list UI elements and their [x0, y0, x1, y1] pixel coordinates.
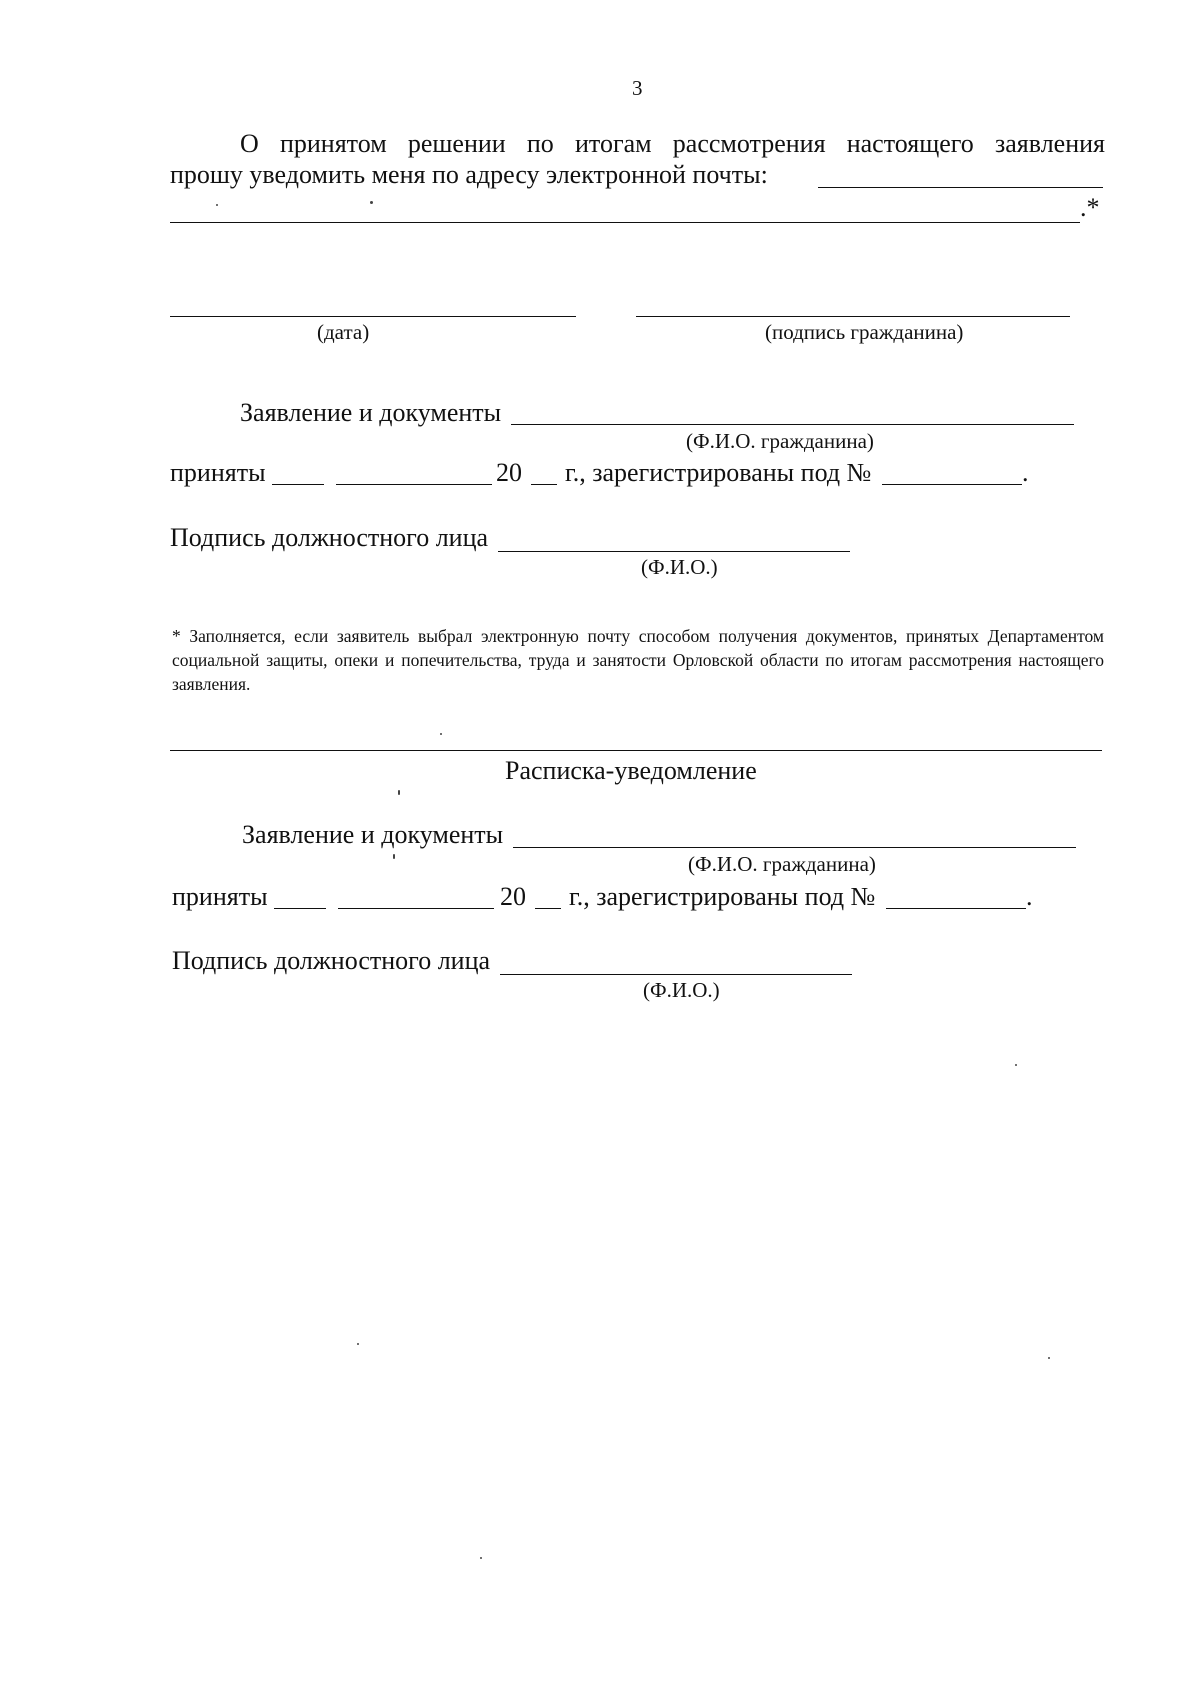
receipt-acceptance-label: Заявление и документы: [242, 820, 504, 849]
receipt-official-fio-caption: (Ф.И.О.): [643, 978, 720, 1002]
scan-speck: [370, 201, 373, 204]
receipt-year-prefix: 20: [500, 882, 526, 911]
receipt-citizen-fio-line[interactable]: [513, 847, 1076, 848]
receipt-title: Расписка-уведомление: [505, 756, 757, 785]
accepted-day-line[interactable]: [272, 484, 324, 485]
registered-label: г., зарегистрированы под №: [565, 458, 872, 487]
citizen-fio-caption: (Ф.И.О. гражданина): [686, 429, 874, 453]
accepted-month-line[interactable]: [336, 484, 492, 485]
scan-speck: [1048, 1357, 1050, 1359]
intro-line-2: прошу уведомить меня по адресу электронной почты:: [170, 160, 768, 189]
date-field-line[interactable]: [170, 316, 576, 317]
official-signature-label: Подпись должностного лица: [170, 523, 489, 552]
registration-number-line[interactable]: [882, 484, 1022, 485]
cut-line-separator: [170, 750, 1102, 751]
receipt-citizen-fio-caption: (Ф.И.О. гражданина): [688, 852, 876, 876]
receipt-year-suffix-line[interactable]: [535, 908, 561, 909]
receipt-accepted-label: приняты: [172, 882, 268, 911]
official-fio-caption: (Ф.И.О.): [641, 555, 718, 579]
scan-speck: [1015, 1064, 1017, 1066]
receipt-end-dot: .: [1026, 882, 1033, 911]
receipt-registered-label: г., зарегистрированы под №: [569, 882, 876, 911]
scan-speck: [398, 790, 400, 795]
scan-speck: [440, 733, 442, 735]
page-number: 3: [632, 76, 643, 100]
receipt-accepted-day-line[interactable]: [274, 908, 326, 909]
scan-speck: [357, 1343, 359, 1345]
receipt-registration-number-line[interactable]: [886, 908, 1026, 909]
receipt-accepted-month-line[interactable]: [338, 908, 494, 909]
email-field-line-2[interactable]: [170, 222, 1080, 223]
citizen-signature-caption: (подпись гражданина): [765, 320, 964, 344]
year-prefix: 20: [496, 458, 522, 487]
accepted-label: приняты: [170, 458, 266, 487]
footnote: * Заполняется, если заявитель выбрал электронную почту способом получения документов, принятых Департаментом социальной защиты, опеки и попечительства, труда и занятости Орловской области по итогам рассмотрения настоящего заявления.: [172, 626, 1104, 694]
date-caption: (дата): [317, 320, 370, 344]
citizen-fio-line[interactable]: [511, 424, 1074, 425]
scan-speck: [216, 204, 218, 206]
scan-speck: [480, 1557, 482, 1559]
year-suffix-line[interactable]: [531, 484, 557, 485]
email-end-mark: .*: [1080, 193, 1100, 222]
intro-line-1: О принятом решении по итогам рассмотрения настоящего заявления: [240, 129, 1105, 158]
official-signature-line[interactable]: [498, 551, 850, 552]
citizen-signature-line[interactable]: [636, 316, 1070, 317]
acceptance-label: Заявление и документы: [240, 398, 502, 427]
end-dot: .: [1022, 458, 1029, 487]
receipt-official-signature-line[interactable]: [500, 974, 852, 975]
email-field-line-1[interactable]: [818, 187, 1103, 188]
scan-speck: [393, 854, 395, 859]
receipt-official-signature-label: Подпись должностного лица: [172, 946, 491, 975]
